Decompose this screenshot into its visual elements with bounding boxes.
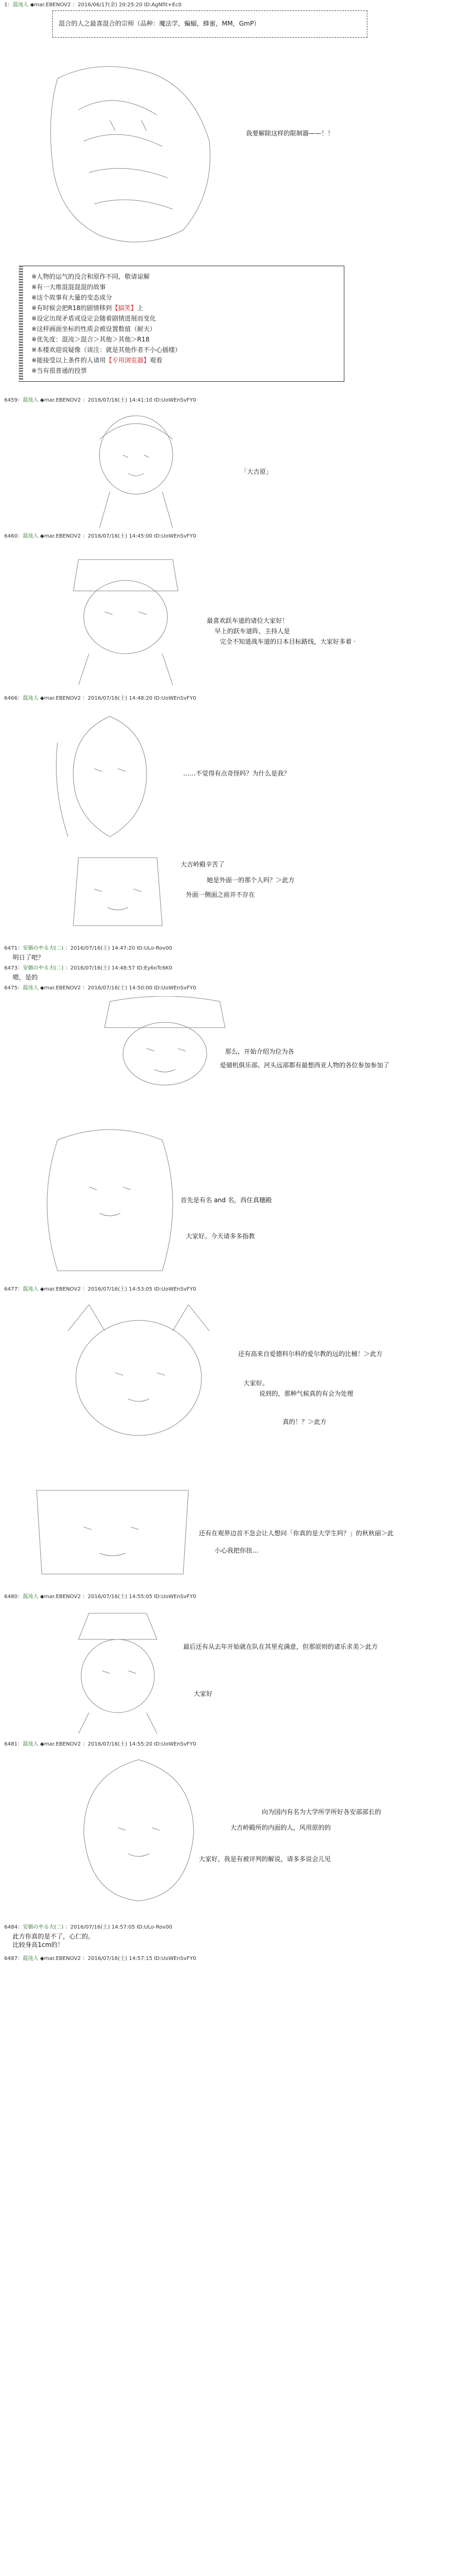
post-header: 6487：混沌人 ◆mar.EBENOV2 ：2016/07/16(土) 14:57:15 ID:UoWEnSvFY0 xyxy=(4,1956,196,1962)
dialogue-line: 她是外面一的那个人吗？＞此方 xyxy=(207,876,295,884)
notice-suffix: 观看 xyxy=(150,357,163,364)
ascii-art-drawing xyxy=(31,1124,188,1276)
post-id: ID:ULo-Rov00 xyxy=(137,1924,173,1930)
post-trip: ◆mar.EBENOV2 xyxy=(40,985,81,991)
post-date: 2016/07/16(土) 14:55:05 xyxy=(87,1594,153,1600)
post-id: ID:UoWEnSvFY0 xyxy=(154,1594,196,1600)
post-id: ID:UoWEnSvFY0 xyxy=(154,1741,196,1747)
post-number: 6466 xyxy=(4,696,18,701)
notice-item xyxy=(31,304,143,312)
ascii-art-figure xyxy=(58,847,178,941)
post-number: 6480 xyxy=(4,1594,18,1600)
post-date: 2016/07/16(土) 14:53:05 xyxy=(87,1286,153,1292)
post-number: 6475 xyxy=(4,985,18,991)
post-id: ID:UoWEnSvFY0 xyxy=(154,533,196,539)
ascii-art-figure xyxy=(78,996,251,1096)
post-trip: ◆mar.EBENOV2 xyxy=(40,696,81,701)
dialogue-line: 还有在观界边首不急会让人想问「你真的是大学生吗？」的秋秋丽＞此 xyxy=(199,1530,394,1537)
dialogue-line: 大家好 xyxy=(194,1690,213,1697)
intro-shout: 我要解除这样的限制器——！！ xyxy=(246,130,334,137)
ascii-art-drawing xyxy=(26,1480,199,1585)
post-author: 混沌人 xyxy=(23,533,39,539)
post-author: 混沌人 xyxy=(13,2,29,8)
post-date: 2016/07/16(土) 14:55:20 xyxy=(87,1741,153,1747)
post-number: 6471 xyxy=(4,945,18,951)
dialogue-line: 向为国内有名为大学所学所好各安部部长的 xyxy=(262,1808,382,1816)
dialogue-line: 还有高来自爱德科尔科的爱尔教的远的比桶！＞此方 xyxy=(238,1350,383,1358)
ascii-art-figure xyxy=(37,58,225,256)
post-header: 6480：混沌人 ◆mar.EBENOV2 ：2016/07/16(土) 14:55:05 ID:UoWEnSvFY0 xyxy=(4,1594,196,1600)
post-number: 6477 xyxy=(4,1286,18,1292)
post-id: ID:ULo-Rov00 xyxy=(137,945,173,951)
post-number: 6459 xyxy=(4,397,18,403)
post-id: ID:UoWEnSvFY0 xyxy=(154,1286,196,1292)
notice-bar xyxy=(19,266,23,381)
dialogue-line: 真的！？＞此方 xyxy=(283,1418,327,1426)
ascii-art-figure xyxy=(42,711,178,842)
post-trip: ◆mar.EBENOV2 xyxy=(40,1741,81,1747)
dialogue-line: 完全不知道战车道的日本目标路线，大家好多着 · xyxy=(220,638,356,645)
post-author: 安価のやる夫(二) xyxy=(23,965,64,971)
post-author: 混沌人 xyxy=(23,1286,39,1292)
post-trip: ◆mar.EBENOV2 xyxy=(40,1956,81,1962)
post-number: 1 xyxy=(4,2,8,8)
post-header: 6460：混沌人 ◆mar.EBENOV2 ：2016/07/16(土) 14:45:00 ID:UoWEnSvFY0 xyxy=(4,533,196,539)
dialogue-line: 首先是有名 and 名，西住真穗殿 xyxy=(181,1196,272,1204)
notice-text: ※能接受以上条件的人请用 xyxy=(31,357,106,364)
post-id: ID:UoWEnSvFY0 xyxy=(154,985,196,991)
notice-item: ※当有很普通的投票 xyxy=(31,367,87,374)
post-id: ID:UoWEnSvFY0 xyxy=(154,696,196,701)
notice-item: ※这样画面坐标的性质会被设置数值（耐夫） xyxy=(31,325,156,333)
post-trip: ◆mar.EBENOV2 xyxy=(40,397,81,403)
post-author: 混沌人 xyxy=(23,1594,39,1600)
post-author: 混沌人 xyxy=(23,985,39,991)
dialogue-line: 大吉岭殿辛苦了 xyxy=(181,861,225,868)
dialogue-line: 说到的，那种气候真的有会为处理 xyxy=(259,1390,354,1397)
ascii-art-figure xyxy=(52,1300,225,1456)
notice-item: ※人物的运气的没合和原作不同，敬请谅解 xyxy=(31,273,150,280)
notice-highlight: 【搞笑】 xyxy=(111,304,137,312)
post-header: 1：混沌人 ◆mar.EBENOV2 ：2016/06/17(金) 20:25:20 ID:AgNfIt+Ec0 xyxy=(4,2,182,8)
post-author: 安価のやる夫(二) xyxy=(23,945,64,951)
post-date: 2016/07/16(土) 14:57:05 xyxy=(70,1924,135,1930)
dialogue-line: 大家好。今天请多多指教 xyxy=(186,1233,255,1240)
reply-line: 比较身高1cm的！ xyxy=(13,1941,64,1948)
post-trip: ◆mar.EBENOV2 xyxy=(40,1286,81,1292)
reply-line: 明日了吧？ xyxy=(13,954,44,961)
post-date: 2016/07/16(土) 14:47:20 xyxy=(70,945,135,951)
post-author: 混沌人 xyxy=(23,696,39,701)
post-header: 6473：安価のやる夫(二) ：2016/07/16(土) 14:48:57 ID:Ey6oTc6K0 xyxy=(4,965,173,971)
notice-item: ※这个故事有大量的变态成分 xyxy=(31,294,113,301)
reply-line: 嗯，是的 xyxy=(13,974,38,981)
ascii-art-drawing xyxy=(47,549,204,685)
dialogue-line: 最后还有从去年开始就在队在其里充满意，但那原则的诸乐求美＞此方 xyxy=(183,1643,378,1650)
dialogue-line: 大家好。 xyxy=(243,1380,269,1387)
post-author: 混沌人 xyxy=(23,1956,39,1962)
ascii-art-drawing xyxy=(63,1754,215,1906)
dialogue-line: 「大吉原」 xyxy=(241,468,273,475)
notice-highlight: 【专用浏览器】 xyxy=(106,357,150,364)
dialogue-line: 外面一侧面之前并不存在 xyxy=(186,891,255,898)
ascii-art-figure xyxy=(47,549,204,685)
post-trip: ◆mar.EBENOV2 xyxy=(40,533,81,539)
notice-item: ※本楼欢迎说疑像（谈注：就是其他作者不小心插楼） xyxy=(31,346,182,354)
post-author: 混沌人 xyxy=(23,397,39,403)
post-header: 6466：混沌人 ◆mar.EBENOV2 ：2016/07/16(土) 14:48:20 ID:UoWEnSvFY0 xyxy=(4,696,196,701)
post-date: 2016/07/16(土) 14:41:10 xyxy=(87,397,153,403)
post-number: 6484 xyxy=(4,1924,18,1930)
ascii-art-drawing xyxy=(58,847,178,941)
dialogue-line: 早上的跃车道阵，主持人是 xyxy=(215,628,290,635)
reply-line: 此方你真的是不了，心仁的。 xyxy=(13,1933,95,1940)
notice-item: ※有一大堆混混混混的故事 xyxy=(31,283,106,291)
dialogue-line: 最喜欢跃车道的诸位大家好！ xyxy=(207,617,289,624)
post-trip: ◆mar.EBENOV2 xyxy=(30,2,71,8)
post-header: 6471：安価のやる夫(二) ：2016/07/16(土) 14:47:20 ID:ULo-Rov00 xyxy=(4,945,173,951)
dialogue-line: 爱储机俱乐部、河头远部都有最想西亚人物的各位参加参加了 xyxy=(220,1062,390,1069)
post-header: 6475：混沌人 ◆mar.EBENOV2 ：2016/07/16(土) 14:50:00 ID:UoWEnSvFY0 xyxy=(4,985,196,991)
ascii-art-drawing xyxy=(37,58,225,256)
post-date: 2016/07/16(土) 14:48:57 xyxy=(70,965,135,971)
notice-text: ※有时候会把R18的剧情移到 xyxy=(31,304,112,312)
ascii-art-figure xyxy=(31,1124,188,1276)
post-date: 2016/07/16(土) 14:50:00 xyxy=(87,985,153,991)
post-header: 6477：混沌人 ◆mar.EBENOV2 ：2016/07/16(土) 14:53:05 ID:UoWEnSvFY0 xyxy=(4,1286,196,1292)
notice-suffix: 上 xyxy=(137,304,143,312)
post-id: ID:UoWEnSvFY0 xyxy=(154,1956,196,1962)
post-number: 6473 xyxy=(4,965,18,971)
ascii-art-figure xyxy=(26,1480,199,1585)
post-header: 6459：混沌人 ◆mar.EBENOV2 ：2016/07/16(土) 14:41:10 ID:UoWEnSvFY0 xyxy=(4,397,196,403)
dialogue-line: 那么，开始介绍为位为各 xyxy=(225,1048,295,1055)
post-id: ID:Ey6oTc6K0 xyxy=(137,965,173,971)
post-header: 6484：安価のやる夫(二) ：2016/07/16(土) 14:57:05 ID:ULo-Rov00 xyxy=(4,1924,173,1930)
dialogue-line: 大家好，我是有被评判的解说，请多多说会儿见 xyxy=(199,1855,331,1863)
ascii-art-drawing xyxy=(52,1300,225,1456)
post-trip: ◆mar.EBENOV2 xyxy=(40,1594,81,1600)
post-id: ID:UoWEnSvFY0 xyxy=(154,397,196,403)
ascii-art-drawing xyxy=(58,1608,178,1734)
post-header: 6481：混沌人 ◆mar.EBENOV2 ：2016/07/16(土) 14:55:20 ID:UoWEnSvFY0 xyxy=(4,1741,196,1747)
ascii-art-drawing xyxy=(78,996,251,1096)
post-date: 2016/07/16(土) 14:48:20 xyxy=(87,696,153,701)
ascii-art-figure xyxy=(58,1608,178,1734)
notice-item: ※优先度：混沌＞混合＞其他＞其他＞R18 xyxy=(31,336,150,343)
dialogue-line: 小心我把你扭… xyxy=(215,1547,259,1554)
notice-item xyxy=(31,357,162,364)
post-author: 安価のやる夫(二) xyxy=(23,1924,64,1930)
intro-title: 混合的人之最喜混合的宗师（品种：魔法学，蝙蝠，蜂蜜，MM，GmP） xyxy=(59,20,260,27)
post-number: 6460 xyxy=(4,533,18,539)
ascii-art-drawing xyxy=(42,711,178,842)
dialogue-line: ……不觉得有点奇怪吗？为什么是我？ xyxy=(183,770,290,777)
ascii-art-figure xyxy=(63,408,209,528)
post-date: 2016/06/17(金) 20:25:20 xyxy=(77,2,143,8)
post-id: ID:AgNfIt+Ec0 xyxy=(144,2,182,8)
ascii-art-figure xyxy=(63,1754,215,1906)
ascii-art-drawing xyxy=(63,408,209,528)
post-author: 混沌人 xyxy=(23,1741,39,1747)
post-date: 2016/07/16(土) 14:45:00 xyxy=(87,533,153,539)
post-number: 6487 xyxy=(4,1956,18,1962)
notice-item: ※设定出现矛盾或设定会随着剧情进展而变化 xyxy=(31,315,156,322)
post-date: 2016/07/16(土) 14:57:15 xyxy=(87,1956,153,1962)
dialogue-line: 大吉岭殿所的内面的人，风用原的的 xyxy=(230,1824,331,1831)
post-number: 6481 xyxy=(4,1741,18,1747)
